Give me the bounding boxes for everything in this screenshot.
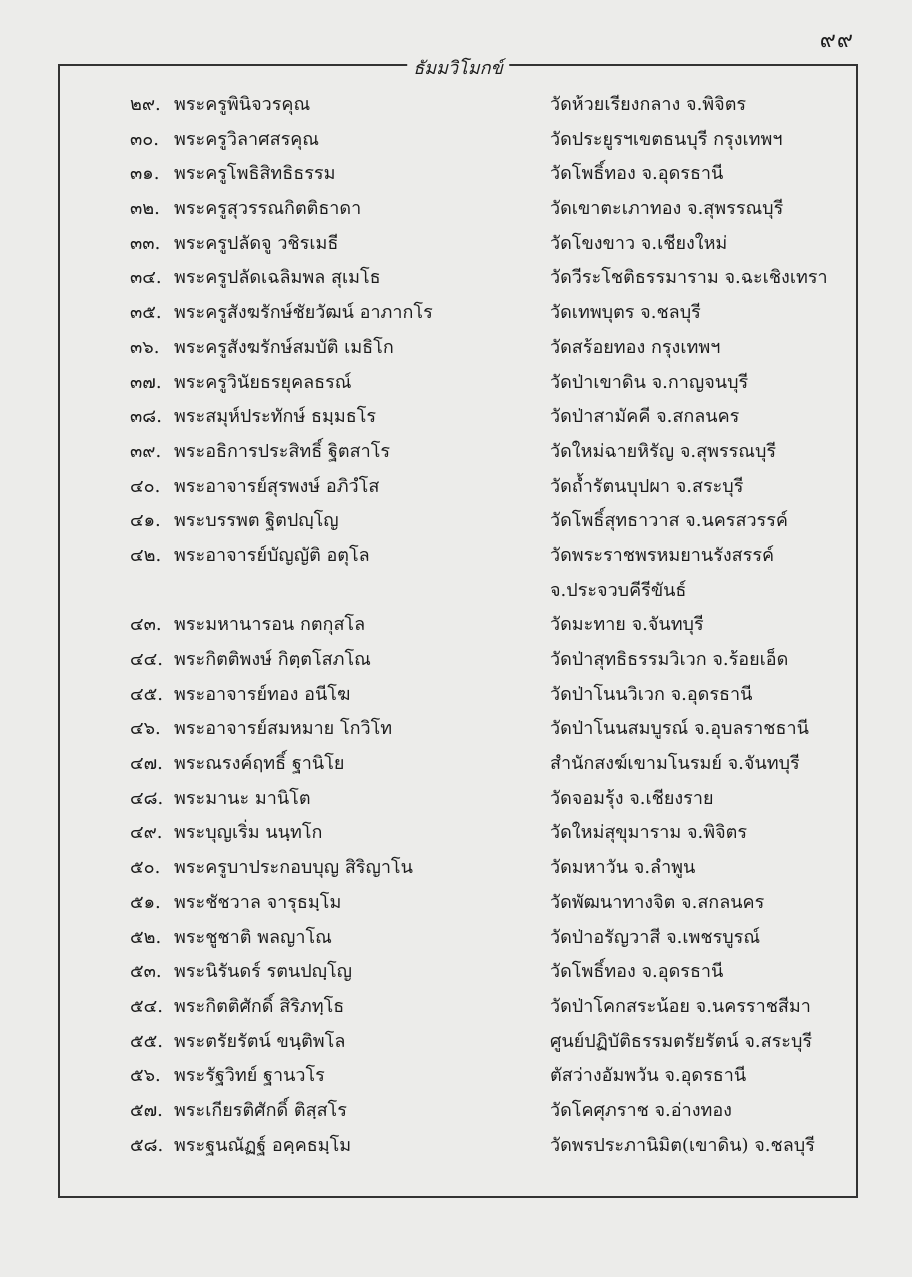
monk-name: พระครูปลัดเฉลิมพล สุเมโธ bbox=[174, 267, 381, 289]
list-item bbox=[60, 608, 856, 643]
temple-name: จ.ประจวบคีรีขันธ์ bbox=[550, 579, 687, 601]
list-item bbox=[60, 712, 856, 747]
temple-name: วัดพระราชพรหมยานรังสรรค์ bbox=[550, 544, 775, 566]
entry-number: ๕๔. bbox=[130, 995, 163, 1017]
monk-name: พระรัฐวิทย์ ฐานวโร bbox=[174, 1065, 325, 1087]
list-item bbox=[60, 192, 856, 227]
entry-list bbox=[60, 88, 856, 1163]
list-item bbox=[60, 539, 856, 574]
temple-name: ตัสว่างอัมพวัน จ.อุดรธานี bbox=[550, 1065, 747, 1087]
entry-number: ๔๒. bbox=[130, 544, 162, 566]
temple-name: ศูนย์ปฏิบัติธรรมตรัยรัตน์ จ.สระบุรี bbox=[550, 1030, 813, 1052]
list-item bbox=[60, 366, 856, 401]
list-item bbox=[60, 331, 856, 366]
temple-name: วัดป่าโนนสมบูรณ์ จ.อุบลราชธานี bbox=[550, 718, 809, 740]
monk-name: พระครูโพธิสิทธิธรรม bbox=[174, 163, 336, 185]
list-item bbox=[60, 921, 856, 956]
entry-number: ๕๕. bbox=[130, 1030, 163, 1052]
monk-name: พระมหานารอน กตกุสโล bbox=[174, 614, 366, 636]
monk-name: พระมานะ มานิโต bbox=[174, 787, 311, 809]
temple-name: วัดโขงขาว จ.เชียงใหม่ bbox=[550, 232, 728, 254]
monk-name: พระครูสุวรรณกิตติธาดา bbox=[174, 198, 362, 220]
list-item bbox=[60, 1059, 856, 1094]
temple-name: วัดโพธิ์ทอง จ.อุดรธานี bbox=[550, 961, 724, 983]
entry-number: ๓๗. bbox=[130, 371, 162, 393]
entry-number: ๓๙. bbox=[130, 440, 162, 462]
monk-name: พระกิตติพงษ์ กิตฺตโสภโณ bbox=[174, 649, 371, 670]
list-item bbox=[60, 435, 856, 470]
temple-name: สำนักสงฆ์เขามโนรมย์ จ.จันทบุรี bbox=[550, 753, 800, 775]
entry-number: ๓๕. bbox=[130, 302, 162, 324]
temple-name: วัดจอมรุ้ง จ.เชียงราย bbox=[550, 787, 714, 809]
list-item bbox=[60, 851, 856, 886]
list-item bbox=[60, 400, 856, 435]
entry-number: ๔๘. bbox=[130, 787, 164, 809]
temple-name: วัดป่าโนนวิเวก จ.อุดรธานี bbox=[550, 683, 753, 705]
list-item bbox=[60, 296, 856, 331]
monk-name: พระอาจารย์บัญญัติ อตุโล bbox=[174, 544, 370, 566]
temple-name: วัดมะทาย จ.จันทบุรี bbox=[550, 614, 704, 636]
entry-number: ๓๓. bbox=[130, 232, 161, 254]
entry-number: ๓๖. bbox=[130, 336, 160, 358]
entry-number: ๓๘. bbox=[130, 406, 162, 428]
list-item bbox=[60, 227, 856, 262]
entry-number: ๒๙. bbox=[130, 94, 161, 115]
list-item bbox=[60, 955, 856, 990]
entry-number: ๕๘. bbox=[130, 1134, 164, 1156]
content-frame bbox=[58, 58, 858, 1198]
temple-name: วัดมหาวัน จ.ลำพูน bbox=[550, 857, 696, 879]
entry-number: ๔๖. bbox=[130, 718, 161, 740]
page-number: ๙๙ bbox=[819, 28, 854, 53]
list-item bbox=[60, 261, 856, 296]
temple-name: วัดโพธิ์ทอง จ.อุดรธานี bbox=[550, 163, 724, 185]
temple-name: วัดใหม่ฉายหิรัญ จ.สุพรรณบุรี bbox=[550, 440, 777, 462]
entry-number: ๕๖. bbox=[130, 1065, 161, 1087]
monk-name: พระอธิการประสิทธิ์ ฐิตสาโร bbox=[174, 440, 391, 462]
list-item bbox=[60, 1094, 856, 1129]
list-item bbox=[60, 747, 856, 782]
temple-name: วัดพรประภานิมิต(เขาดิน) จ.ชลบุรี bbox=[550, 1134, 815, 1156]
monk-name: พระบรรพต ฐิตปญฺโญ bbox=[174, 510, 339, 532]
list-item bbox=[60, 1025, 856, 1060]
monk-name: พระครูปลัดจู วชิรเมธี bbox=[174, 232, 339, 254]
monk-name: พระบุญเริ่ม นนฺทโก bbox=[174, 822, 323, 844]
temple-name: วัดป่าสุทธิธรรมวิเวก จ.ร้อยเอ็ด bbox=[550, 649, 789, 670]
entry-number: ๔๗. bbox=[130, 753, 163, 775]
entry-number: ๓๐. bbox=[130, 128, 160, 150]
entry-number: ๓๒. bbox=[130, 198, 160, 220]
monk-name: พระณรงค์ฤทธิ์ ฐานิโย bbox=[174, 753, 345, 775]
list-item bbox=[60, 782, 856, 817]
monk-name: พระอาจารย์ทอง อนีโฆ bbox=[174, 683, 351, 705]
monk-name: พระครูวิลาศสรคุณ bbox=[174, 128, 319, 150]
list-item bbox=[60, 504, 856, 539]
list-item bbox=[60, 1129, 856, 1164]
list-item bbox=[60, 886, 856, 921]
header-title: ธัมมวิโมกข์ bbox=[407, 53, 509, 82]
temple-name: วัดสร้อยทอง กรุงเทพฯ bbox=[550, 336, 721, 358]
entry-number: ๔๑. bbox=[130, 510, 161, 532]
monk-name: พระครูพินิจวรคุณ bbox=[174, 94, 311, 115]
temple-name: วัดวีระโชติธรรมาราม จ.ฉะเชิงเทรา bbox=[550, 267, 828, 289]
temple-name: วัดเทพบุตร จ.ชลบุรี bbox=[550, 302, 701, 324]
temple-name: วัดป่าเขาดิน จ.กาญจนบุรี bbox=[550, 371, 749, 393]
temple-name: วัดใหม่สุขุมาราม จ.พิจิตร bbox=[550, 822, 747, 844]
entry-number: ๕๑. bbox=[130, 891, 161, 913]
monk-name: พระชูชาติ พลญาโณ bbox=[174, 926, 332, 948]
monk-name: พระอาจารย์สมหมาย โกวิโท bbox=[174, 718, 393, 740]
entry-number: ๓๑. bbox=[130, 163, 160, 185]
monk-name: พระอาจารย์สุรพงษ์ อภิวํโส bbox=[174, 475, 380, 497]
monk-name: พระเกียรติศักดิ์ ติสฺสโร bbox=[174, 1099, 347, 1121]
temple-name: วัดประยูรฯเขตธนบุรี กรุงเทพฯ bbox=[550, 128, 783, 150]
entry-number: ๕๒. bbox=[130, 926, 162, 948]
monk-name: พระนิรันดร์ รตนปญฺโญ bbox=[174, 961, 352, 983]
monk-name: พระฐนณัฏฐ์ อคฺคธมฺโม bbox=[174, 1134, 352, 1156]
list-item bbox=[60, 990, 856, 1025]
monk-name: พระกิตติศักดิ์ สิริภทฺโธ bbox=[174, 995, 345, 1017]
entry-number: ๔๕. bbox=[130, 683, 163, 705]
monk-name: พระตรัยรัตน์ ขนฺติพโล bbox=[174, 1030, 346, 1052]
entry-number: ๔๔. bbox=[130, 649, 163, 670]
list-item bbox=[60, 678, 856, 713]
entry-number: ๓๔. bbox=[130, 267, 162, 289]
list-item bbox=[60, 470, 856, 505]
temple-name: วัดป่าสามัคคี จ.สกลนคร bbox=[550, 406, 740, 428]
entry-number: ๔๓. bbox=[130, 614, 162, 636]
entry-number: ๔๐. bbox=[130, 475, 161, 497]
monk-name: พระครูสังฆรักษ์สมบัติ เมธิโก bbox=[174, 336, 394, 358]
entry-number: ๕๗. bbox=[130, 1099, 163, 1121]
list-item bbox=[60, 88, 856, 123]
temple-name: วัดห้วยเรียงกลาง จ.พิจิตร bbox=[550, 94, 747, 115]
temple-name: วัดพัฒนาทางจิต จ.สกลนคร bbox=[550, 891, 765, 913]
temple-name: วัดป่าอรัญวาสี จ.เพชรบูรณ์ bbox=[550, 926, 761, 948]
list-item bbox=[60, 643, 856, 678]
list-item bbox=[60, 816, 856, 851]
monk-name: พระครูวินัยธรยุคลธรณ์ bbox=[174, 371, 352, 393]
monk-name: พระครูบาประกอบบุญ สิริญาโน bbox=[174, 857, 413, 879]
monk-name: พระชัชวาล จารุธมฺโม bbox=[174, 891, 342, 913]
entry-number: ๕๓. bbox=[130, 961, 162, 983]
monk-name: พระสมุห์ประทักษ์ ธมฺมธโร bbox=[174, 406, 377, 428]
entry-number: ๕๐. bbox=[130, 857, 161, 879]
temple-name: วัดโพธิ์สุทธาวาส จ.นครสวรรค์ bbox=[550, 510, 788, 532]
list-item bbox=[60, 123, 856, 158]
list-item bbox=[60, 574, 856, 609]
temple-name: วัดป่าโคกสระน้อย จ.นครราชสีมา bbox=[550, 995, 811, 1017]
list-item bbox=[60, 157, 856, 192]
entry-number: ๔๙. bbox=[130, 822, 163, 844]
temple-name: วัดถ้ำรัตนบุปผา จ.สระบุรี bbox=[550, 475, 744, 497]
monk-name: พระครูสังฆรักษ์ชัยวัฒน์ อาภากโร bbox=[174, 302, 433, 324]
temple-name: วัดโคศุภราช จ.อ่างทอง bbox=[550, 1099, 732, 1121]
temple-name: วัดเขาตะเภาทอง จ.สุพรรณบุรี bbox=[550, 198, 784, 220]
